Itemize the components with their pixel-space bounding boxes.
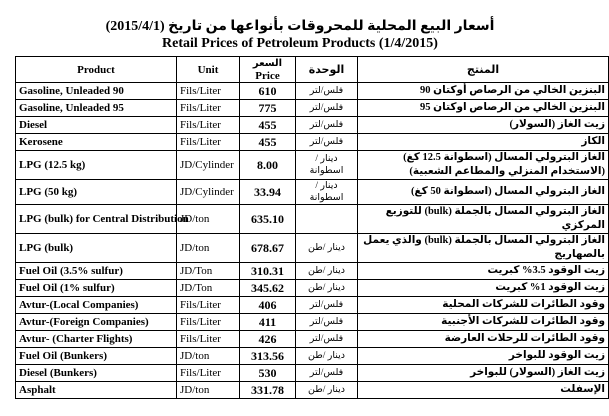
unit-en-cell: Fils/Liter — [177, 365, 240, 382]
unit-ar-cell: دينار /طن — [296, 234, 358, 263]
unit-en-cell: Fils/Liter — [177, 100, 240, 117]
product-ar-cell: الغاز البترولي المسال (اسطوانة 12.5 كغ)(الاستخدام المنزلي والمطاعم الشعبية) — [358, 151, 609, 180]
table-row — [16, 117, 609, 134]
header-row — [16, 57, 609, 83]
price-cell: 8.00 — [240, 151, 296, 180]
prices-table — [15, 56, 609, 399]
product-ar-cell: وقود الطائرات للشركات الأجنبية — [358, 314, 609, 331]
table-row — [16, 280, 609, 297]
product-en-cell: Fuel Oil (Bunkers) — [16, 348, 177, 365]
price-cell: 455 — [240, 117, 296, 134]
product-ar-cell: زيت الغاز (السولار) للبواخر — [358, 365, 609, 382]
unit-en-cell: JD/ton — [177, 205, 240, 234]
table-row — [16, 365, 609, 382]
table-body — [16, 83, 609, 399]
product-en-cell: LPG (12.5 kg) — [16, 151, 177, 180]
product-en-cell: Gasoline, Unleaded 95 — [16, 100, 177, 117]
table-row — [16, 314, 609, 331]
unit-en-cell: Fils/Liter — [177, 134, 240, 151]
unit-ar-cell: فلس/لتر — [296, 314, 358, 331]
header-product-en: Product — [16, 57, 177, 83]
product-ar-cell: زيت الوقود 1% كبريت — [358, 280, 609, 297]
product-en-cell: LPG (bulk) for Central Distribution — [16, 205, 177, 234]
unit-en-cell: JD/Cylinder — [177, 151, 240, 180]
product-ar-cell: وقود الطائرات للشركات المحلية — [358, 297, 609, 314]
product-ar-cell: البنزين الخالي من الرصاص اوكتان 95 — [358, 100, 609, 117]
unit-ar-cell: دينار /طن — [296, 348, 358, 365]
table-row — [16, 83, 609, 100]
table-row — [16, 348, 609, 365]
unit-ar-cell: فلس/لتر — [296, 117, 358, 134]
header-unit-en: Unit — [177, 57, 240, 83]
unit-ar-cell: فلس/لتر — [296, 83, 358, 100]
unit-ar-cell: فلس/لتر — [296, 365, 358, 382]
header-price-english: Price — [255, 69, 280, 82]
product-en-cell: Avtur-(Local Companies) — [16, 297, 177, 314]
unit-en-cell: Fils/Liter — [177, 314, 240, 331]
product-en-cell: Asphalt — [16, 382, 177, 399]
product-ar-cell: زيت الغاز (السولار) — [358, 117, 609, 134]
table-row — [16, 205, 609, 234]
unit-en-cell: JD/ton — [177, 348, 240, 365]
unit-en-cell: JD/ton — [177, 382, 240, 399]
table-row — [16, 234, 609, 263]
unit-ar-cell: دينار /طن — [296, 382, 358, 399]
price-cell: 411 — [240, 314, 296, 331]
table-row — [16, 134, 609, 151]
price-cell: 455 — [240, 134, 296, 151]
product-ar-cell: وقود الطائرات للرحلات العارضة — [358, 331, 609, 348]
product-ar-cell: الكاز — [358, 134, 609, 151]
product-en-cell: Fuel Oil (1% sulfur) — [16, 280, 177, 297]
product-en-cell: Avtur- (Charter Flights) — [16, 331, 177, 348]
product-ar-cell: زيت الوقود للبواخر — [358, 348, 609, 365]
product-en-cell: Diesel (Bunkers) — [16, 365, 177, 382]
price-cell: 33.94 — [240, 180, 296, 205]
price-cell: 678.67 — [240, 234, 296, 263]
unit-en-cell: Fils/Liter — [177, 83, 240, 100]
unit-en-cell: Fils/Liter — [177, 297, 240, 314]
product-ar-cell: الغاز البترولي المسال بالجملة (bulk) للتوزيع المركزي — [358, 205, 609, 234]
price-cell: 426 — [240, 331, 296, 348]
unit-ar-cell: فلس/لتر — [296, 100, 358, 117]
unit-ar-cell: دينار /طن — [296, 263, 358, 280]
unit-ar-cell: فلس/لتر — [296, 297, 358, 314]
table-row — [16, 180, 609, 205]
table-row — [16, 263, 609, 280]
unit-en-cell: JD/ton — [177, 234, 240, 263]
price-cell: 635.10 — [240, 205, 296, 234]
product-en-cell: Avtur-(Foreign Companies) — [16, 314, 177, 331]
unit-en-cell: JD/Cylinder — [177, 180, 240, 205]
product-en-cell: Diesel — [16, 117, 177, 134]
product-ar-cell: الغاز البترولي المسال (اسطوانة 50 كغ) — [358, 180, 609, 205]
unit-ar-cell — [296, 205, 358, 234]
unit-ar-cell: فلس/لتر — [296, 331, 358, 348]
header-price — [240, 57, 296, 83]
price-cell: 345.62 — [240, 280, 296, 297]
product-en-cell: LPG (50 kg) — [16, 180, 177, 205]
header-unit-arabic: الوحدة — [296, 57, 358, 83]
price-cell: 313.56 — [240, 348, 296, 365]
product-en-cell: Fuel Oil (3.5% sulfur) — [16, 263, 177, 280]
unit-en-cell: Fils/Liter — [177, 117, 240, 134]
unit-en-cell: JD/Ton — [177, 263, 240, 280]
header-price-arabic: السعر — [252, 57, 283, 69]
header-product-arabic: المنتج — [358, 57, 609, 83]
unit-ar-cell: دينار /اسطوانة — [296, 151, 358, 180]
table-row — [16, 382, 609, 399]
product-en-cell: Kerosene — [16, 134, 177, 151]
price-cell: 775 — [240, 100, 296, 117]
product-ar-cell: البنزين الخالي من الرصاص أوكتان 90 — [358, 83, 609, 100]
title-arabic: أسعار البيع المحلية للمحروقات بأنواعها من تاريخ (2015/4/1) — [105, 19, 495, 34]
price-cell: 406 — [240, 297, 296, 314]
table-row — [16, 151, 609, 180]
unit-en-cell: JD/Ton — [177, 280, 240, 297]
table-row — [16, 100, 609, 117]
unit-ar-cell: دينار /طن — [296, 280, 358, 297]
product-ar-cell: الإسفلت — [358, 382, 609, 399]
table-row — [16, 297, 609, 314]
unit-ar-cell: دينار /اسطوانة — [296, 180, 358, 205]
product-ar-cell: زيت الوقود 3.5% كبريت — [358, 263, 609, 280]
table-row — [16, 331, 609, 348]
price-cell: 610 — [240, 83, 296, 100]
product-ar-cell: الغاز البترولي المسال بالجملة (bulk) والذي يعمل بالصهاريج — [358, 234, 609, 263]
price-cell: 310.31 — [240, 263, 296, 280]
product-en-cell: Gasoline, Unleaded 90 — [16, 83, 177, 100]
price-cell: 331.78 — [240, 382, 296, 399]
price-cell: 530 — [240, 365, 296, 382]
product-en-cell: LPG (bulk) — [16, 234, 177, 263]
title-english: Retail Prices of Petroleum Products (1/4/2015) — [162, 36, 438, 51]
unit-en-cell: Fils/Liter — [177, 331, 240, 348]
unit-ar-cell: فلس/لتر — [296, 134, 358, 151]
